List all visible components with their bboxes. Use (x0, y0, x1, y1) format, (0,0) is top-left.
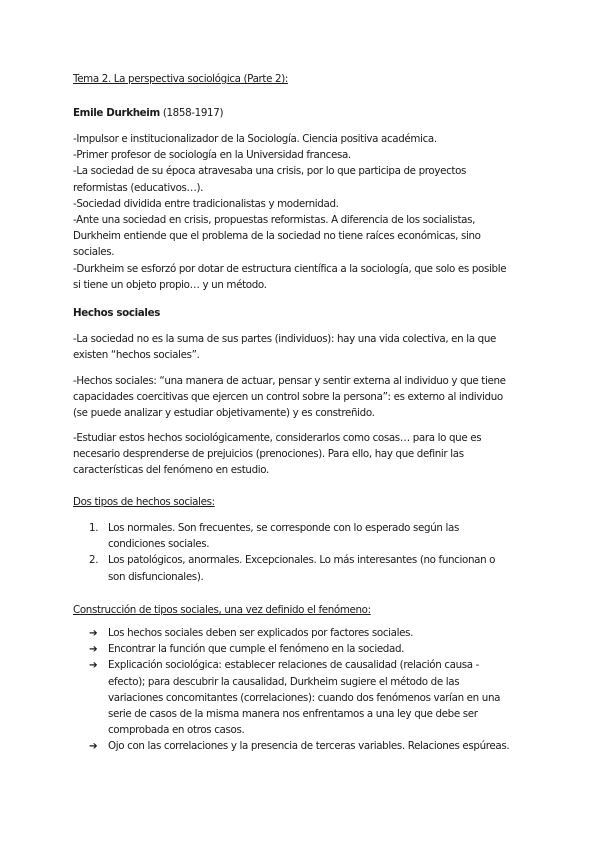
list-item (73, 657, 533, 738)
arrow-bullet-icon: ➔ (89, 643, 98, 656)
hechos-paragraph-2 (73, 373, 533, 422)
text-line: -Durkheim se esforzó por dotar de estructura científica a la sociología, que solo es posible (73, 262, 507, 275)
text-line: Encontrar la función que cumple el fenómeno en la sociedad. (108, 643, 405, 656)
text-line: Los hechos sociales deben ser explicados por factores sociales. (108, 627, 414, 639)
text-line: variaciones concomitantes (correlaciones): cuando dos fenómenos varían en una (108, 691, 501, 704)
text-line: capacidades coercitivas que ejercen un control sobre la persona”: es externo al individuo (73, 391, 503, 404)
text-line: si tiene un objeto propio… y un método. (73, 278, 267, 291)
hechos-paragraph-3 (73, 430, 533, 479)
author-name: Emile Durkheim (73, 107, 160, 119)
list-item (73, 625, 533, 641)
section-heading-hechos: Hechos sociales (73, 307, 160, 319)
arrow-bullet-icon: ➔ (89, 627, 98, 639)
arrow-list (73, 625, 533, 755)
text-line: -Primer profesor de sociología en la Universidad francesa. (73, 149, 351, 162)
text-line: necesario desprenderse de prejuicios (prenociones). Para ello, hay que definir las (73, 448, 464, 461)
text-line: Ojo con las correlaciones y la presencia de terceras variables. Relaciones espúreas. (108, 740, 510, 753)
text-line: Los patológicos, anormales. Excepcionales. Lo más interesantes (no funcionan o (108, 554, 496, 567)
arrow-bullet-icon: ➔ (89, 659, 98, 672)
author-line (73, 105, 533, 121)
hechos-paragraph-1 (73, 331, 533, 363)
list-number: 2. (89, 554, 99, 567)
page-title: Tema 2. La perspectiva sociológica (Parte 2): (73, 73, 289, 85)
list-number: 1. (89, 522, 99, 534)
text-line: -Sociedad dividida entre tradicionalistas y modernidad. (73, 197, 339, 210)
text-line: -La sociedad no es la suma de sus partes (individuos): hay una vida colectiva, en la que (73, 333, 496, 345)
text-line: serie de casos de la misma manera nos enfrentamos a una ley que debe ser (108, 708, 478, 721)
text-line: -Hechos sociales: “una manera de actuar, pensar y sentir externa al individuo y que tiene (73, 375, 506, 387)
text-line: -Ante una sociedad en crisis, propuestas reformistas. A diferencia de los socialistas, (73, 214, 476, 227)
text-line: Explicación sociológica: establecer relaciones de causalidad (relación causa - (108, 659, 480, 672)
text-line: características del fenómeno en estudio. (73, 464, 269, 477)
list-item (73, 520, 533, 552)
text-line: (se puede analizar y estudiar objetivamente) y es constreñido. (73, 407, 375, 420)
author-dates: (1858-1917) (162, 107, 224, 119)
text-line: Durkheim entiende que el problema de la sociedad no tiene raíces económicas, sino (73, 230, 481, 243)
text-line: existen “hechos sociales”. (73, 349, 200, 362)
arrow-bullet-icon: ➔ (89, 740, 98, 753)
text-line: -Impulsor e institucionalizador de la Sociología. Ciencia positiva académica. (73, 133, 437, 145)
text-line: comprobada en otros casos. (108, 724, 245, 737)
list-item (73, 738, 533, 754)
text-line: condiciones sociales. (108, 538, 210, 551)
intro-paragraph (73, 131, 533, 293)
list-item (73, 552, 533, 584)
text-line: reformistas (educativos…). (73, 181, 204, 194)
text-line: -Estudiar estos hechos sociológicamente, considerarlos como cosas… para lo que es (73, 432, 482, 444)
section-heading-dos-tipos: Dos tipos de hechos sociales: (73, 496, 215, 508)
text-line: sociales. (73, 246, 115, 259)
numbered-list (73, 520, 533, 585)
text-line: Los normales. Son frecuentes, se corresponde con lo esperado según las (108, 522, 459, 534)
list-item (73, 641, 533, 657)
text-line: efecto); para descubrir la causalidad, Durkheim sugiere el método de las (108, 675, 460, 688)
section-heading-construccion: Construcción de tipos sociales, una vez definido el fenómeno: (73, 604, 371, 616)
text-line: son disfuncionales). (108, 570, 204, 583)
text-line: -La sociedad de su época atravesaba una crisis, por lo que participa de proyectos (73, 165, 467, 178)
